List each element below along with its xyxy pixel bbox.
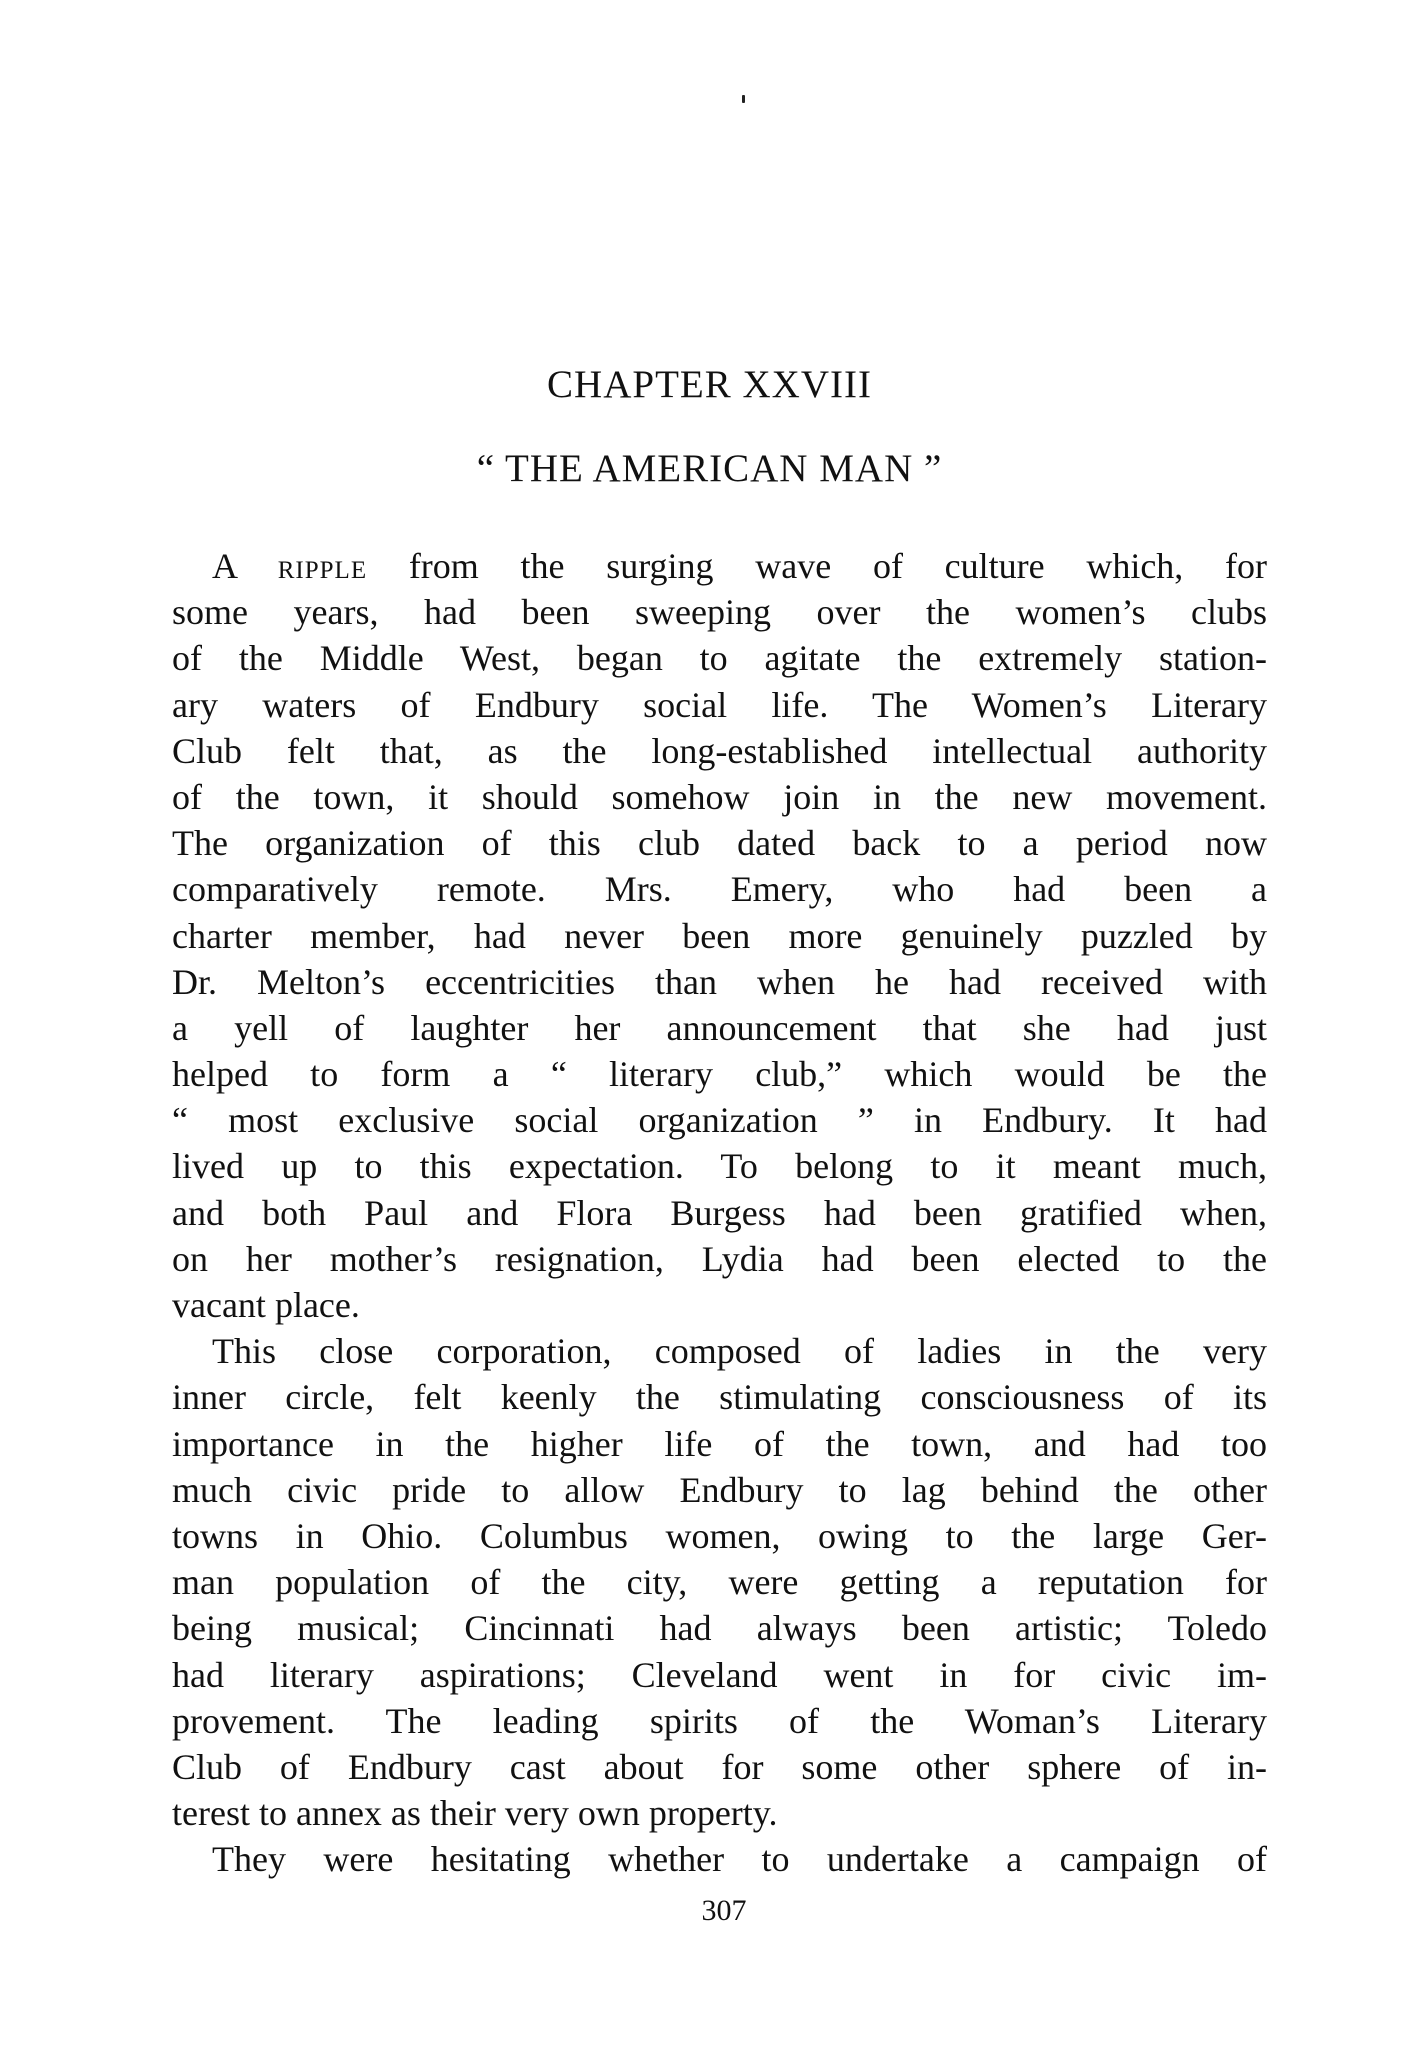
- opening-word: A: [212, 546, 237, 586]
- chapter-heading: CHAPTER XXVIII: [547, 363, 872, 406]
- text-line: inner circle, felt keenly the stimulating consciousness of its: [172, 1377, 1267, 1418]
- text-line: A ripple from the surging wave of culture which, for: [212, 546, 1267, 586]
- text-line: a yell of laughter her announcement that she had just: [172, 1007, 1267, 1048]
- text-line: Dr. Melton’s eccentricities than when he had received with: [172, 961, 1267, 1002]
- text-line: had literary aspirations; Cleveland went in for civic im-: [172, 1654, 1267, 1695]
- text-line: much civic pride to allow Endbury to lag behind the other: [172, 1469, 1267, 1510]
- text-line: ary waters of Endbury social life. The Women’s Literary: [172, 684, 1267, 725]
- text-line: and both Paul and Flora Burgess had been gratified when,: [172, 1192, 1267, 1233]
- text-line: lived up to this expectation. To belong to it meant much,: [172, 1146, 1267, 1187]
- text-line: They were hesitating whether to undertake a campaign of: [212, 1839, 1267, 1880]
- text-line: on her mother’s resignation, Lydia had been elected to the: [172, 1238, 1267, 1279]
- text-line: of the town, it should somehow join in the new movement.: [172, 776, 1267, 817]
- text-line: Club of Endbury cast about for some other sphere of in-: [172, 1746, 1267, 1787]
- text-line: towns in Ohio. Columbus women, owing to the large Ger-: [172, 1515, 1267, 1556]
- text-line: of the Middle West, began to agitate the extremely station-: [172, 638, 1267, 679]
- text-line: provement. The leading spirits of the Woman’s Literary: [172, 1700, 1267, 1741]
- text-line: terest to annex as their very own property.: [172, 1793, 778, 1834]
- text-line: being musical; Cincinnati had always been artistic; Toledo: [172, 1608, 1267, 1649]
- page-number: 307: [701, 1894, 747, 1927]
- body-text: [172, 543, 1267, 1882]
- text-line: man population of the city, were getting a reputation for: [172, 1562, 1267, 1603]
- text-line: vacant place.: [172, 1285, 360, 1325]
- text-line: “ most exclusive social organization ” in Endbury. It had: [172, 1100, 1267, 1141]
- text-line: This close corporation, composed of ladies in the very: [212, 1331, 1267, 1372]
- chapter-title: “ THE AMERICAN MAN ”: [476, 447, 943, 490]
- text-line: some years, had been sweeping over the women’s clubs: [172, 592, 1267, 633]
- text-line: Club felt that, as the long-established intellectual authority: [172, 730, 1267, 771]
- small-caps-word: ripple: [277, 546, 368, 586]
- text-line: comparatively remote. Mrs. Emery, who had been a: [172, 869, 1267, 910]
- text-line: charter member, had never been more genuinely puzzled by: [172, 915, 1267, 956]
- scan-speck: [742, 95, 745, 103]
- text-line: helped to form a “ literary club,” which would be the: [172, 1054, 1267, 1095]
- text-line: importance in the higher life of the town, and had too: [172, 1423, 1267, 1464]
- text-line: The organization of this club dated back to a period now: [172, 823, 1267, 864]
